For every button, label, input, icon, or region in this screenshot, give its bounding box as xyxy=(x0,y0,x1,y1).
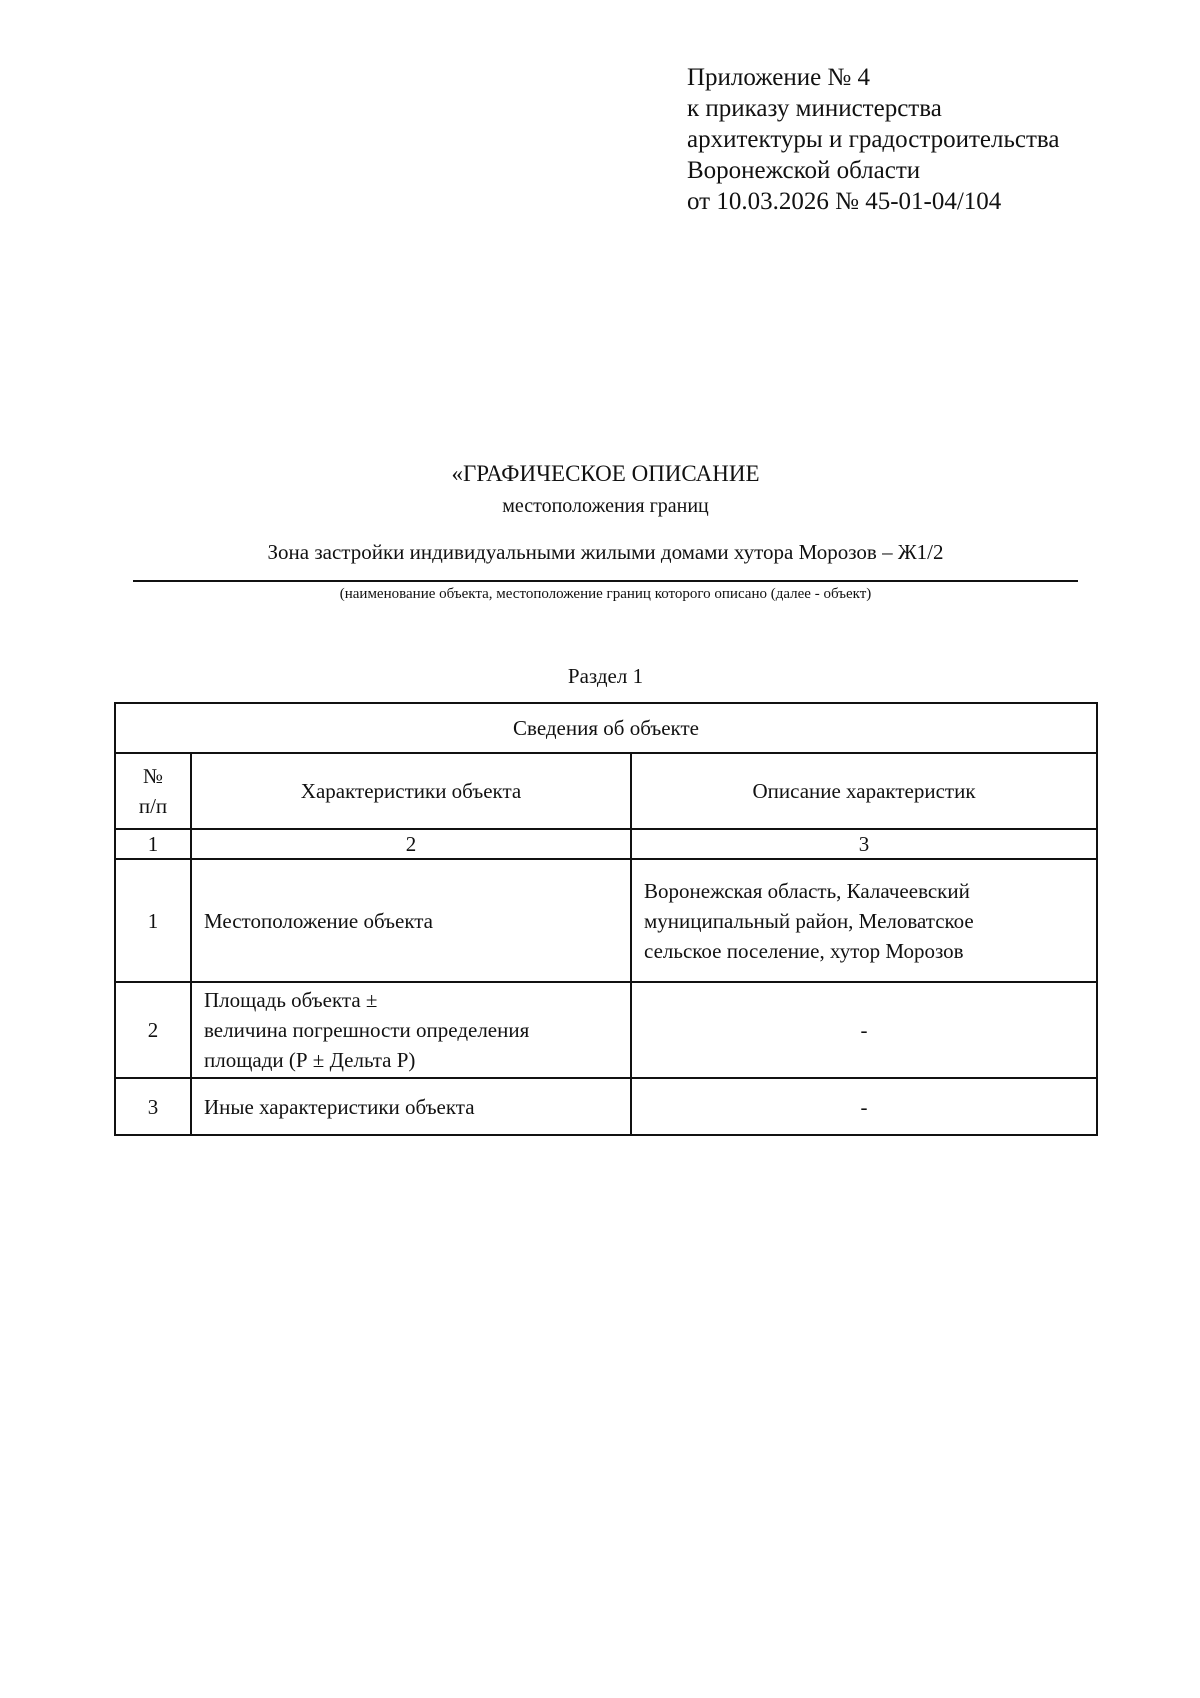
appendix-line: Приложение № 4 xyxy=(687,64,871,91)
appendix-line: от 10.03.2026 № 45-01-04/104 xyxy=(687,188,1002,215)
table-row xyxy=(115,859,1097,982)
object-name-caption: (наименование объекта, местоположение границ которого описано (далее - объект) xyxy=(339,586,872,602)
row-number: 1 xyxy=(115,859,191,982)
row-description-line: - xyxy=(860,1094,868,1119)
column-number: 2 xyxy=(191,829,631,859)
table-row xyxy=(115,1078,1097,1135)
row-description-line: - xyxy=(860,1018,868,1042)
document-subtitle: местоположения границ xyxy=(502,495,709,517)
row-characteristic xyxy=(191,859,631,982)
column-number: 3 xyxy=(631,829,1097,859)
table-caption-row xyxy=(115,703,1097,753)
header-description: Описание характеристик xyxy=(631,753,1097,829)
appendix-block xyxy=(687,62,1167,217)
row-description-line: муниципальный район, Меловатское xyxy=(644,908,974,933)
row-description xyxy=(631,1078,1097,1135)
table-header-row xyxy=(115,753,1097,829)
header-number-line: п/п xyxy=(138,794,168,818)
object-name-underline xyxy=(133,580,1078,582)
object-name: Зона застройки индивидуальными жилыми домами хутора Морозов – Ж1/2 xyxy=(267,540,944,564)
row-characteristic xyxy=(191,1078,631,1135)
row-number: 3 xyxy=(115,1078,191,1135)
row-characteristic-line: Иные характеристики объекта xyxy=(204,1094,475,1119)
row-characteristic-line: Площадь объекта ± xyxy=(204,988,378,1012)
appendix-line: архитектуры и градостроительства xyxy=(687,126,1060,153)
table-caption: Сведения об объекте xyxy=(115,703,1097,753)
table-row xyxy=(115,982,1097,1078)
row-description-line: Воронежская область, Калачеевский xyxy=(644,878,970,903)
row-description xyxy=(631,982,1097,1078)
row-description xyxy=(631,859,1097,982)
object-info-table xyxy=(114,702,1098,1136)
row-characteristic-line: Местоположение объекта xyxy=(204,908,434,933)
section-title: Раздел 1 xyxy=(567,664,644,688)
column-number-row xyxy=(115,829,1097,859)
header-characteristic: Характеристики объекта xyxy=(191,753,631,829)
row-characteristic-line: величина погрешности определения xyxy=(204,1018,530,1042)
row-characteristic-line: площади (Р ± Дельта Р) xyxy=(204,1048,416,1072)
column-number: 1 xyxy=(115,829,191,859)
row-characteristic xyxy=(191,982,631,1078)
document-title: «ГРАФИЧЕСКОЕ ОПИСАНИЕ xyxy=(451,461,760,486)
row-number: 2 xyxy=(115,982,191,1078)
row-description-line: сельское поселение, хутор Морозов xyxy=(644,938,964,963)
header-number xyxy=(115,753,191,829)
appendix-line: к приказу министерства xyxy=(687,95,942,122)
header-number-line: № xyxy=(142,764,164,788)
appendix-line: Воронежской области xyxy=(687,157,921,184)
